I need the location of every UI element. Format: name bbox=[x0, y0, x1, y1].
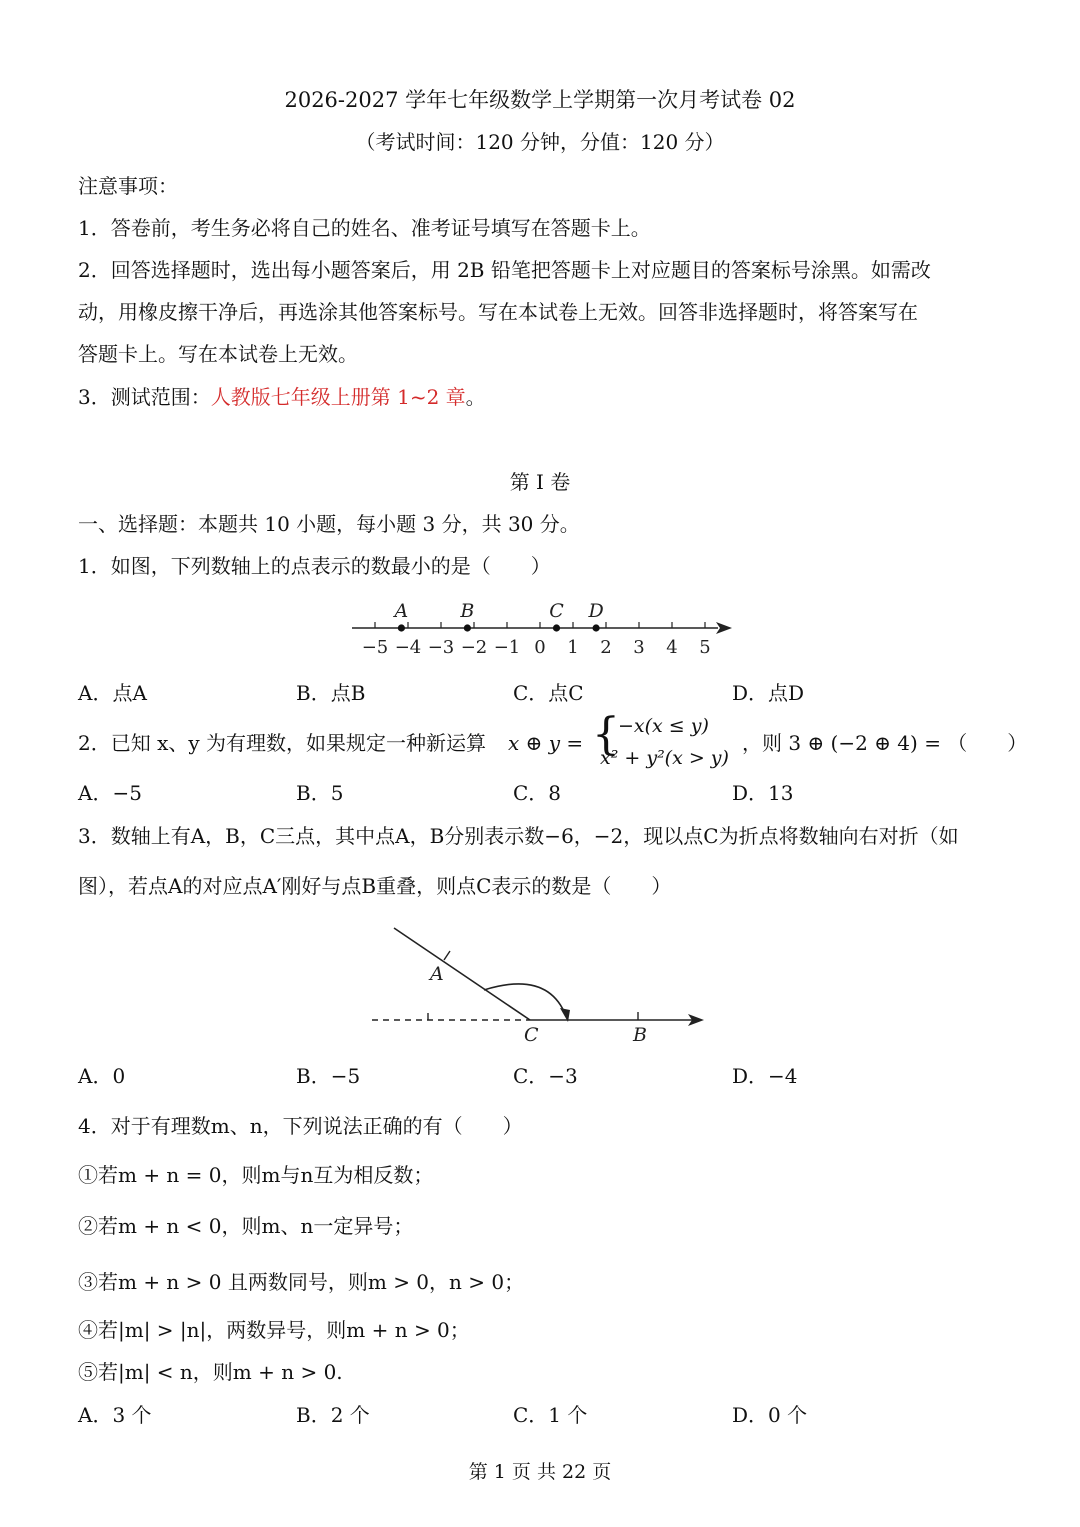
tick-label: −5 bbox=[361, 637, 389, 658]
test-scope: 人教版七年级上册第 1~2 章 bbox=[210, 385, 466, 409]
section-heading: 一、选择题：本题共 10 小题，每小题 3 分，共 30 分。 bbox=[78, 512, 580, 536]
question-4-statement-5: ⑤若|m| < n，则m + n > 0. bbox=[78, 1360, 343, 1384]
notice-item-2-line-3: 答题卡上。写在本试卷上无效。 bbox=[78, 342, 358, 366]
question-3-stem-line-2: 图），若点A的对应点A′刚好与点B重叠，则点C表示的数是（ ） bbox=[78, 874, 672, 898]
notice-item-2-line-1: 2．回答选择题时，选出每小题答案后，用 2B 铅笔把答题卡上对应题目的答案标号涂黑。如需改 bbox=[78, 258, 931, 282]
question-2-option-c[interactable]: C．8 bbox=[513, 781, 562, 805]
tick-label: 3 bbox=[633, 637, 645, 658]
number-line-arrow bbox=[716, 622, 732, 634]
question-4-option-c[interactable]: C．1 个 bbox=[513, 1403, 588, 1427]
notice-item-3-prefix: 3．测试范围： bbox=[78, 385, 211, 409]
question-3-fold-diagram bbox=[360, 920, 720, 1050]
question-2-case-2: x² + y²(x > y) bbox=[600, 747, 729, 769]
notice-heading: 注意事项： bbox=[78, 174, 178, 198]
question-1-option-b[interactable]: B．点B bbox=[296, 681, 366, 705]
notice-item-3 bbox=[78, 387, 486, 407]
point-c-dot bbox=[553, 624, 560, 631]
tick-label: −2 bbox=[460, 637, 488, 658]
question-2-option-d[interactable]: D．13 bbox=[732, 781, 794, 805]
tick-label: 2 bbox=[600, 637, 612, 658]
point-c-label: C bbox=[549, 600, 564, 622]
tick-label: −4 bbox=[394, 637, 422, 658]
question-4-option-d[interactable]: D．0 个 bbox=[732, 1403, 808, 1427]
question-4-statement-1: ①若m + n = 0，则m与n互为相反数； bbox=[78, 1163, 434, 1187]
question-2-stem-prefix: 2．已知 x、y 为有理数，如果规定一种新运算 bbox=[78, 731, 487, 755]
question-3-stem-line-1: 3．数轴上有A，B，C三点，其中点A，B分别表示数−6，−2，现以点C为折点将数轴向右对折（如 bbox=[78, 824, 959, 848]
question-4-stem: 4．对于有理数m、n，下列说法正确的有（ ） bbox=[78, 1114, 523, 1138]
question-2-option-a[interactable]: A．−5 bbox=[78, 781, 142, 805]
question-4-statement-2: ②若m + n < 0，则m、n一定异号； bbox=[78, 1214, 414, 1238]
point-a-label: A bbox=[394, 600, 409, 622]
notice-item-1: 1．答卷前，考生务必将自己的姓名、准考证号填写在答题卡上。 bbox=[78, 216, 651, 240]
tick-label: −3 bbox=[427, 637, 455, 658]
point-d-label: D bbox=[588, 600, 604, 622]
brace-symbol: { bbox=[592, 709, 620, 760]
question-3-option-c[interactable]: C．−3 bbox=[513, 1064, 578, 1088]
fold-arc bbox=[484, 984, 566, 1016]
question-1-option-d[interactable]: D．点D bbox=[732, 681, 805, 705]
question-1-number-line bbox=[340, 596, 740, 662]
question-3-option-b[interactable]: B．−5 bbox=[296, 1064, 361, 1088]
question-3-option-a[interactable]: A．0 bbox=[78, 1064, 126, 1088]
question-1-stem: 1．如图，下列数轴上的点表示的数最小的是（ ） bbox=[78, 554, 551, 578]
point-d-dot bbox=[593, 624, 600, 631]
notice-item-2-line-2: 动，用橡皮擦干净后，再选涂其他答案标号。写在本试卷上无效。回答非选择题时，将答案写在 bbox=[78, 300, 918, 324]
question-1-option-c[interactable]: C．点C bbox=[513, 681, 584, 705]
point-b-label: B bbox=[633, 1024, 647, 1046]
point-b-dot bbox=[464, 624, 471, 631]
folded-axis-segment bbox=[394, 928, 530, 1020]
question-4-statement-4: ④若|m| > |n|，两数异号，则m + n > 0； bbox=[78, 1318, 470, 1342]
tick-label: 5 bbox=[699, 637, 711, 658]
point-a-label: A bbox=[430, 963, 444, 985]
point-a-tick bbox=[444, 951, 450, 960]
notice-item-3-suffix: 。 bbox=[465, 385, 486, 409]
question-2-option-b[interactable]: B．5 bbox=[296, 781, 344, 805]
tick-label: −1 bbox=[493, 637, 521, 658]
question-2-stem-suffix: ，则 3 ⊕ (−2 ⊕ 4) = （ ） bbox=[742, 731, 1028, 755]
point-b-label: B bbox=[460, 600, 475, 622]
question-4-option-a[interactable]: A．3 个 bbox=[78, 1403, 152, 1427]
tick-label: 0 bbox=[534, 637, 546, 658]
question-4-statement-3: ③若m + n > 0 且两数同号，则m > 0，n > 0； bbox=[78, 1270, 525, 1294]
tick-label: 1 bbox=[567, 637, 579, 658]
tick-label: 4 bbox=[666, 637, 678, 658]
question-3-option-d[interactable]: D．−4 bbox=[732, 1064, 798, 1088]
question-1-option-a[interactable]: A．点A bbox=[78, 681, 147, 705]
point-c-label: C bbox=[524, 1024, 539, 1046]
page-footer: 第 1 页 共 22 页 bbox=[468, 1461, 612, 1483]
question-2-operation: x ⊕ y = bbox=[508, 731, 584, 755]
exam-subtitle: （考试时间：120 分钟，分值：120 分） bbox=[355, 130, 725, 154]
exam-title: 2026-2027 学年七年级数学上学期第一次月考试卷 02 bbox=[284, 88, 796, 112]
volume-heading: 第 I 卷 bbox=[509, 470, 571, 494]
question-4-option-b[interactable]: B．2 个 bbox=[296, 1403, 370, 1427]
point-a-dot bbox=[398, 624, 405, 631]
question-2-case-1: −x(x ≤ y) bbox=[618, 715, 709, 737]
